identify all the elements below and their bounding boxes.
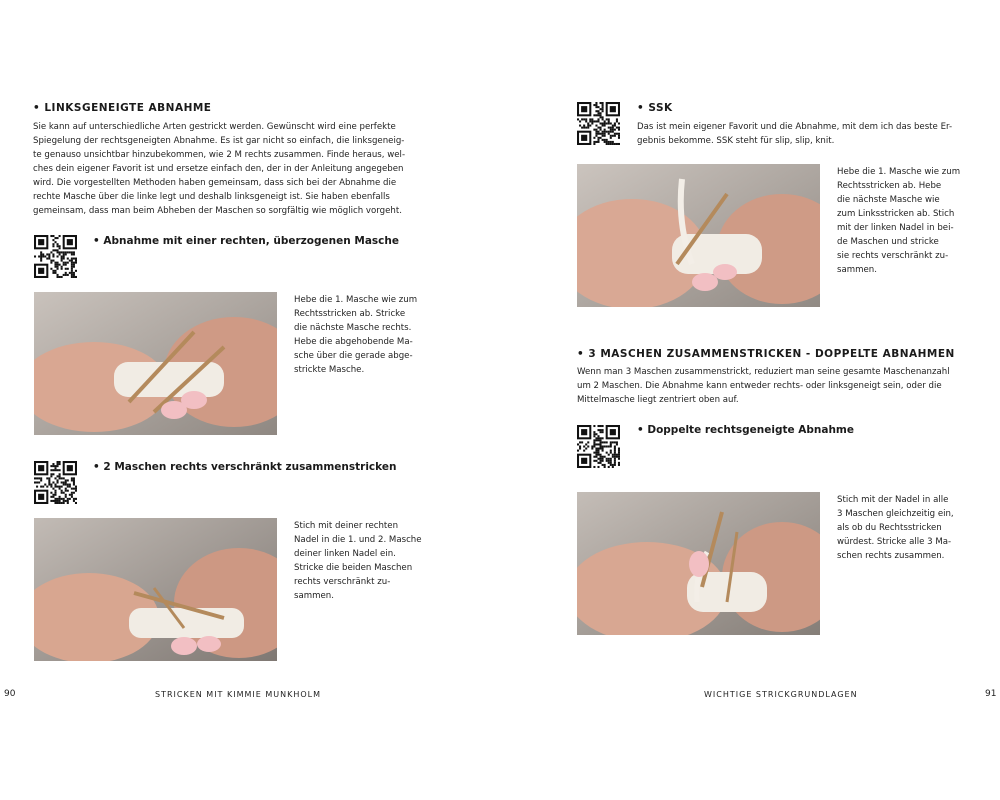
knitting-photo: [577, 492, 820, 635]
method2-caption: [294, 519, 444, 603]
caption-line: Rechtsstricken ab. Hebe: [837, 181, 942, 191]
method1-caption: [294, 293, 444, 377]
method-title-abnahme-ueberzogen: • Abnahme mit einer rechten, überzogenen Masche: [93, 235, 399, 247]
doppelte-abnahme-caption: [837, 493, 987, 563]
caption-line: de Maschen und stricke: [837, 237, 939, 247]
caption-line: schen rechts zusammen.: [837, 551, 945, 561]
qr-code-icon[interactable]: [34, 461, 77, 504]
caption-line: sammen.: [294, 591, 334, 601]
caption-line: mit der linken Nadel in bei-: [837, 223, 954, 233]
text-line: gemeinsam, dass man beim Abheben der Maschen so sorgfältig wie möglich vorgeht.: [33, 206, 402, 216]
text-line: Mittelmasche liegt zentriert oben auf.: [577, 395, 739, 405]
caption-line: Nadel in die 1. und 2. Masche: [294, 535, 422, 545]
caption-line: die nächste Masche wie: [837, 195, 940, 205]
caption-line: sche über die gerade abge-: [294, 351, 413, 361]
caption-line: rechts verschränkt zu-: [294, 577, 391, 587]
text-line: rechte Masche über die linke legt und deshalb linksgeneigt ist. Sie haben ebenfalls: [33, 192, 390, 202]
text-line: Spiegelung der rechtsgeneigten Abnahme. Es ist gar nicht so einfach, die linksgeneig-: [33, 136, 405, 146]
knitting-photo: [34, 518, 277, 661]
caption-line: Hebe die 1. Masche wie zum: [294, 295, 418, 305]
caption-line: Stich mit deiner rechten: [294, 521, 399, 531]
intro-paragraph: [33, 120, 433, 218]
caption-line: Stricke die beiden Maschen: [294, 563, 413, 573]
ssk-intro: [637, 120, 977, 148]
section-title-linksgeneigte-abnahme: • LINKSGENEIGTE ABNAHME: [33, 102, 212, 114]
knitting-photo: [34, 292, 277, 435]
caption-line: 3 Maschen gleichzeitig ein,: [837, 509, 954, 519]
ssk-caption: [837, 165, 987, 277]
text-line: wird. Die vorgestellten Methoden haben gemeinsam, dass sich bei der Abnahme die: [33, 178, 397, 188]
text-line: ches dein eigener Favorit ist und ersetze einfach den, der in der Anleitung angegeben: [33, 164, 404, 174]
running-footer: STRICKEN MIT KIMMIE MUNKHOLM: [155, 690, 322, 699]
section-title-3-maschen: • 3 MASCHEN ZUSAMMENSTRICKEN - DOPPELTE ABNAHMEN: [577, 348, 955, 360]
caption-line: sammen.: [837, 265, 877, 275]
qr-code-icon[interactable]: [577, 102, 620, 145]
caption-line: die nächste Masche rechts.: [294, 323, 412, 333]
text-line: Wenn man 3 Maschen zusammenstrickt, reduziert man seine gesamte Maschenanzahl: [577, 367, 950, 377]
caption-line: deiner linken Nadel ein.: [294, 549, 396, 559]
caption-line: würdest. Stricke alle 3 Ma-: [837, 537, 952, 547]
page-number: 90: [4, 689, 16, 699]
page-number: 91: [985, 689, 997, 699]
caption-line: Hebe die abgehobende Ma-: [294, 337, 413, 347]
caption-line: Rechtsstricken ab. Stricke: [294, 309, 406, 319]
method-title-verschraenkt: • 2 Maschen rechts verschränkt zusammenstricken: [93, 461, 397, 473]
caption-line: zum Linksstricken ab. Stich: [837, 209, 955, 219]
text-line: te genauso unsichtbar hinzubekommen, wie 2 M rechts zusammen. Finde heraus, wel-: [33, 150, 406, 160]
section-title-ssk: • SSK: [637, 102, 673, 114]
running-footer: WICHTIGE STRICKGRUNDLAGEN: [704, 690, 858, 699]
caption-line: sie rechts verschränkt zu-: [837, 251, 949, 261]
knitting-photo: [577, 164, 820, 307]
qr-code-icon[interactable]: [577, 425, 620, 468]
text-line: Das ist mein eigener Favorit und die Abnahme, mit dem ich das beste Er-: [637, 122, 953, 132]
caption-line: Hebe die 1. Masche wie zum: [837, 167, 961, 177]
text-line: um 2 Maschen. Die Abnahme kann entweder rechts- oder linksgeneigt sein, oder die: [577, 381, 942, 391]
three-stitches-intro: [577, 365, 977, 407]
caption-line: strickte Masche.: [294, 365, 365, 375]
text-line: gebnis bekomme. SSK steht für slip, slip, knit.: [637, 136, 835, 146]
method-title-doppelte-abnahme: • Doppelte rechtsgeneigte Abnahme: [637, 424, 854, 436]
caption-line: Stich mit der Nadel in alle: [837, 495, 949, 505]
caption-line: als ob du Rechtsstricken: [837, 523, 942, 533]
text-line: Sie kann auf unterschiedliche Arten gestrickt werden. Gewünscht wird eine perfekte: [33, 122, 396, 132]
qr-code-icon[interactable]: [34, 235, 77, 278]
